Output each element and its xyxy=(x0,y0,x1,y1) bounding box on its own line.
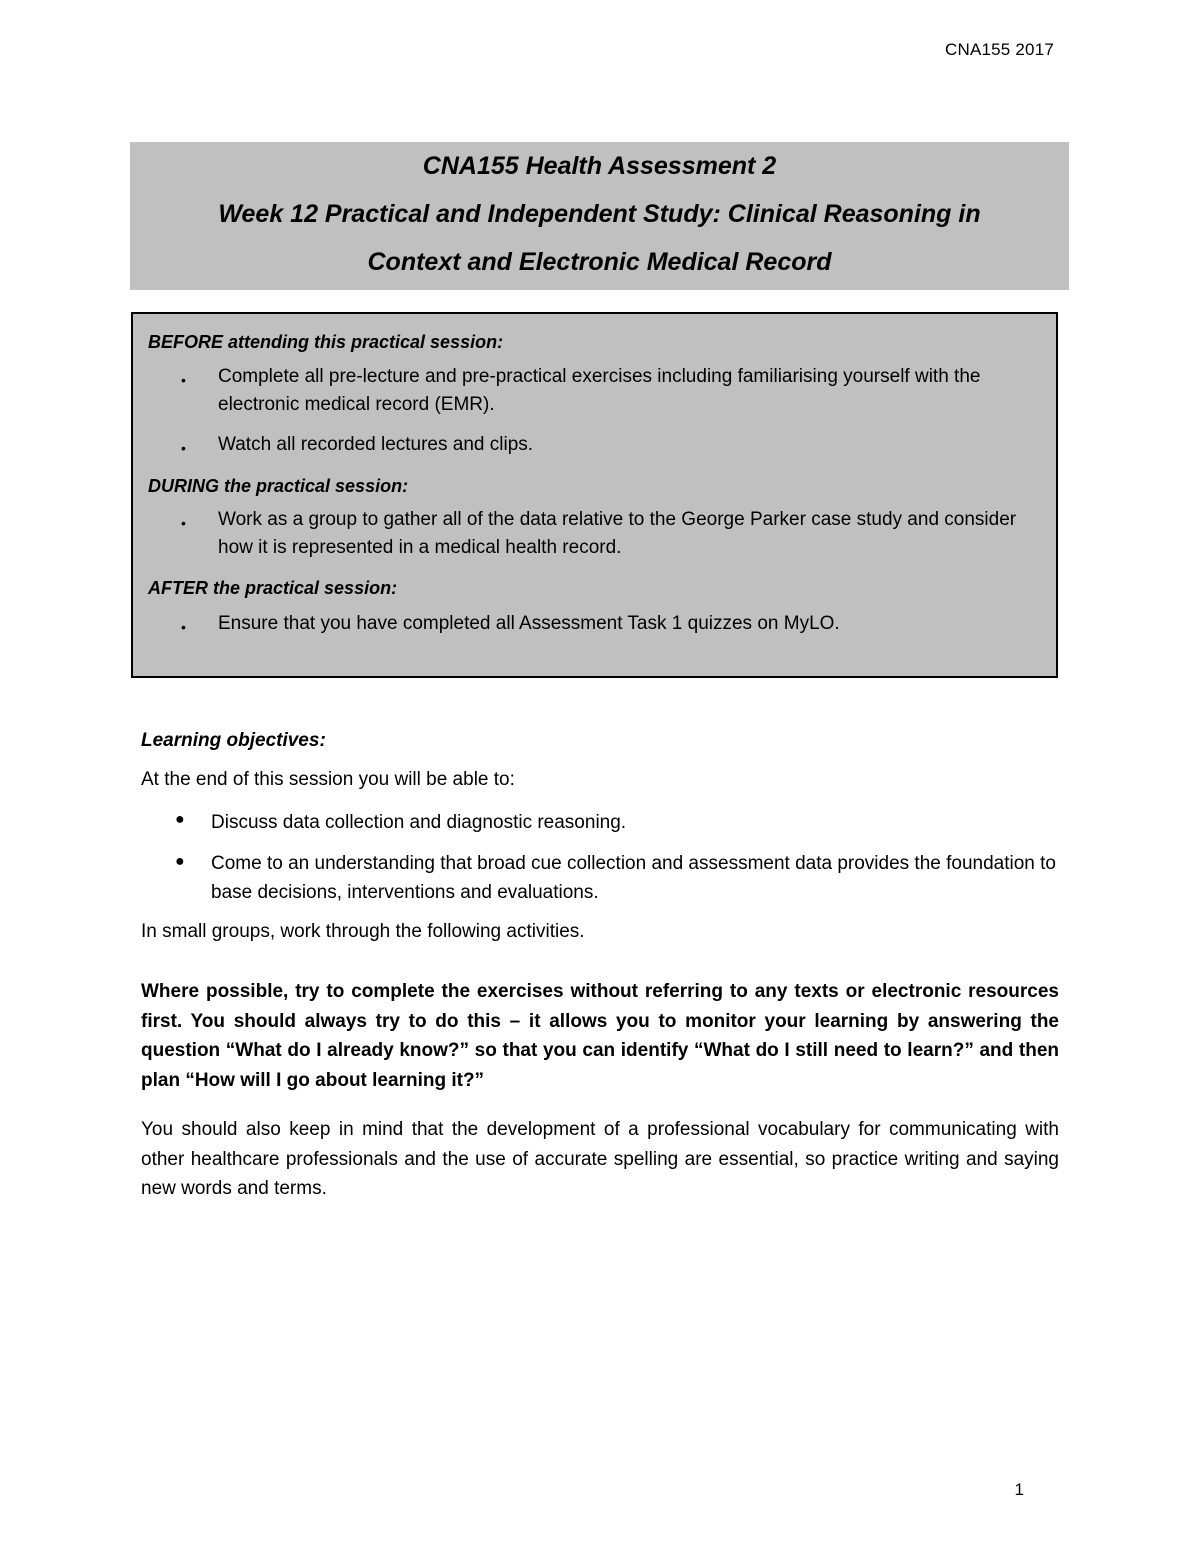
session-info-box xyxy=(131,312,1058,678)
bullet-icon: ● xyxy=(175,811,185,828)
week-title-line-2: Context and Electronic Medical Record xyxy=(367,248,832,276)
before-heading: BEFORE attending this practical session: xyxy=(148,332,504,352)
after-item-1: Ensure that you have completed all Assessment Task 1 quizzes on MyLO. xyxy=(218,613,840,634)
bullet-icon: ● xyxy=(175,853,185,870)
self-study-paragraph: Where possible, try to complete the exercises without referring to any texts or electronic resources first. You should always try to do this – it allows you to monitor your learning by answering the question “What do I already know?” so that you can identify “What do I still need to learn?” and then plan “How will I go about learning it?” xyxy=(141,981,1059,1091)
objective-1: Discuss data collection and diagnostic reasoning. xyxy=(211,812,627,833)
learning-intro: At the end of this session you will be able to: xyxy=(141,769,515,790)
vocabulary-paragraph: You should also keep in mind that the development of a professional vocabulary for communicating with other healthcare professionals and the use of accurate spelling are essential, so practice writing and saying new words and terms. xyxy=(141,1119,1059,1199)
week-title-line-1: Week 12 Practical and Independent Study: Clinical Reasoning in xyxy=(218,200,981,228)
before-item-2: Watch all recorded lectures and clips. xyxy=(218,434,534,455)
bullet-icon: • xyxy=(181,440,186,456)
bullet-icon: • xyxy=(181,372,186,388)
page-number: 1 xyxy=(1014,1480,1024,1499)
after-heading: AFTER the practical session: xyxy=(148,578,398,598)
learning-objectives-heading: Learning objectives: xyxy=(141,730,326,751)
bullet-icon: • xyxy=(181,619,186,635)
title-block xyxy=(130,142,1069,290)
before-item-1: Complete all pre-lecture and pre-practical exercises including familiarising yourself with the electronic medical record (EMR). xyxy=(218,366,981,415)
objective-2: Come to an understanding that broad cue collection and assessment data provides the foundation to base decisions, interventions and evaluations. xyxy=(211,853,1056,903)
group-instruction: In small groups, work through the following activities. xyxy=(141,921,585,942)
course-code-header: CNA155 2017 xyxy=(945,40,1054,59)
during-heading: DURING the practical session: xyxy=(148,476,409,496)
bullet-icon: • xyxy=(181,515,186,531)
during-item-1: Work as a group to gather all of the data relative to the George Parker case study and consider how it is represented in a medical health record. xyxy=(218,509,1017,558)
course-title: CNA155 Health Assessment 2 xyxy=(422,152,777,180)
